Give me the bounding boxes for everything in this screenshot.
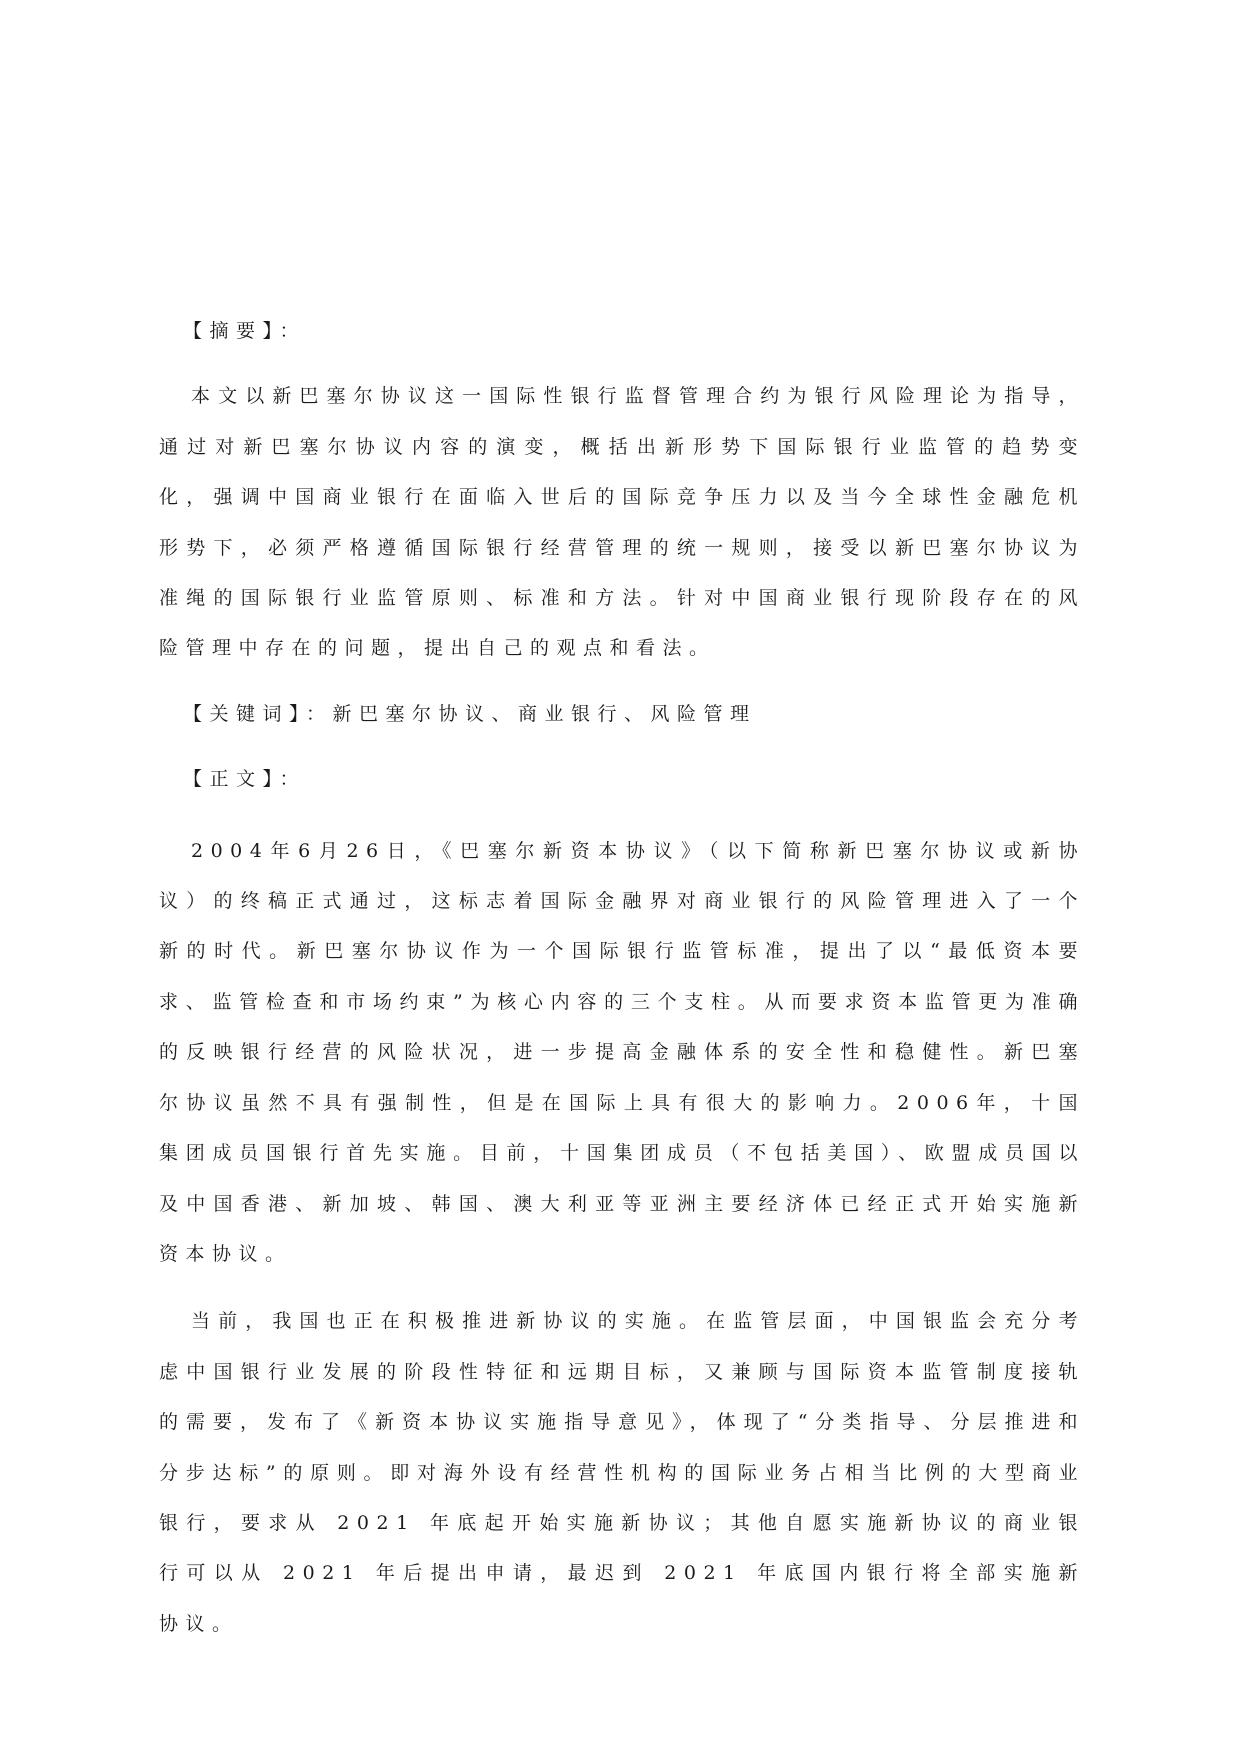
abstract-text: 本文以新巴塞尔协议这一国际性银行监督管理合约为银行风险理论为指导，通过对新巴塞尔协议内容的演变，概括出新形势下国际银行业监管的趋势变化，强调中国商业银行在面临入世后的国际竞争压力以及当今全球性金融危机形势下，必须严格遵循国际银行经营管理的统一规则，接受以新巴塞尔协议为准绳的国际银行业监管原则、标准和方法。针对中国商业银行现阶段存在的风险管理中存在的问题，提出自己的观点和看法。 — [159, 385, 1085, 660]
body-heading: 【正文】： — [183, 768, 307, 791]
body-paragraph-1: 2004年6月26日，《巴塞尔新资本协议》（以下简称新巴塞尔协议或新协议）的终稿正式通过，这标志着国际金融界对商业银行的风险管理进入了一个新的时代。新巴塞尔协议作为一个国际银行监管标准，提出了以“最低资本要求、监管检查和市场约束”为核心内容的三个支柱。从而要求资本监管更为准确的反映银行经营的风险状况，进一步提高金融体系的安全性和稳健性。新巴塞尔协议虽然不具有强制性，但是在国际上具有很大的影响力。2006年，十国集团成员国银行首先实施。目前，十国集团成员（不包括美国）、欧盟成员国以及中国香港、新加坡、韩国、澳大利亚等亚洲主要经济体已经正式开始实施新资本协议。 — [159, 839, 1085, 1265]
keywords-line — [159, 689, 1085, 739]
body-paragraph-2: 当前，我国也正在积极推进新协议的实施。在监管层面，中国银监会充分考虑中国银行业发展的阶段性特征和远期目标，又兼顾与国际资本监管制度接轨的需要，发布了《新资本协议实施指导意见》，体现了“分类指导、分层推进和分步达标”的原则。即对海外设有经营性机构的国际业务占相当比例的大型商业银行，要求从 2021 年底起开始实施新协议；其他自愿实施新协议的商业银行可以从 2021 年后提出申请，最迟到 2021 年底国内银行将全部实施新协议。 — [159, 1310, 1085, 1635]
document-content — [159, 306, 1085, 1649]
keywords-text: 新巴塞尔协议、商业银行、风险管理 — [332, 702, 757, 725]
keywords-heading: 【关键词】： — [183, 702, 333, 725]
abstract-heading: 【摘要】： — [183, 320, 307, 342]
